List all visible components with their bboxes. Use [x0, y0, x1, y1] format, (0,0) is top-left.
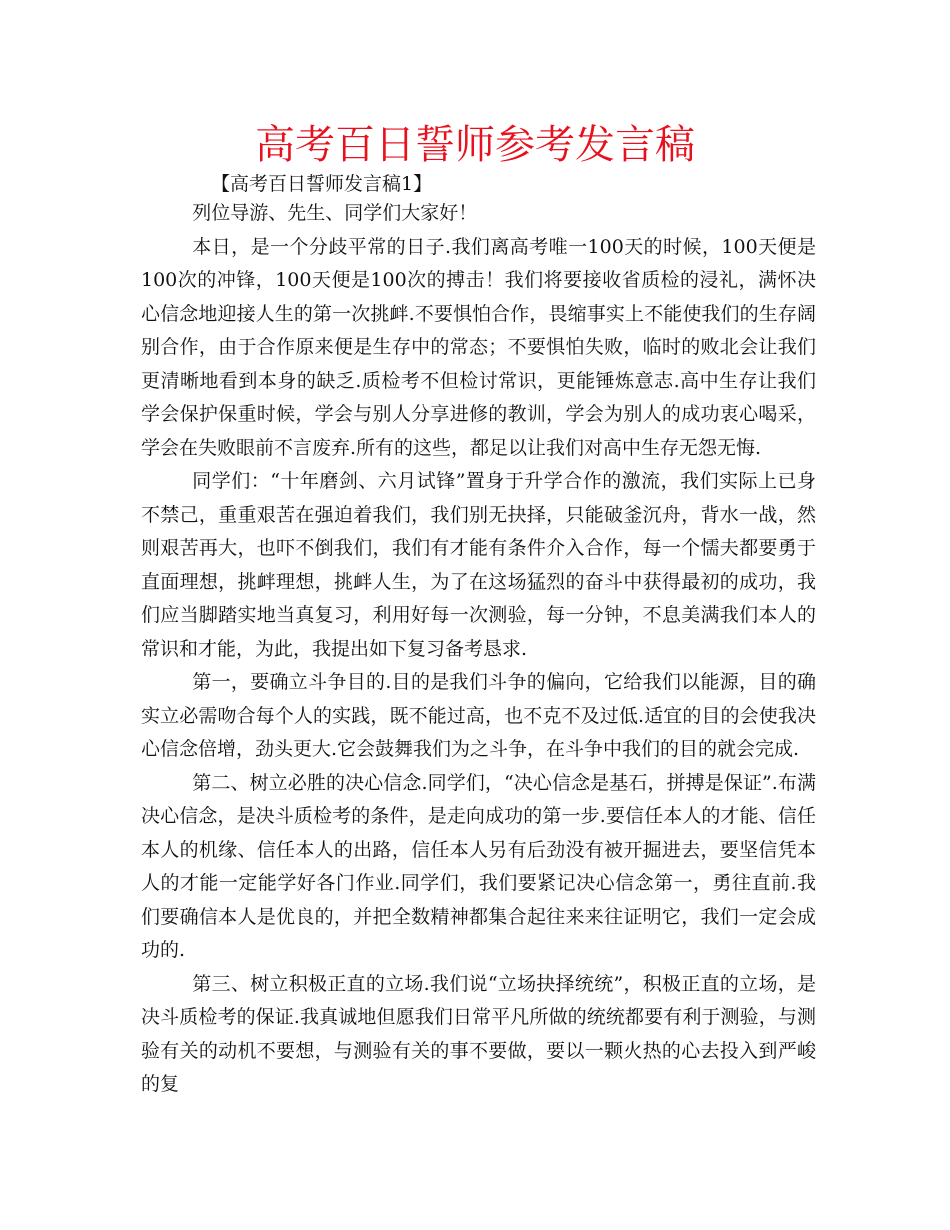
document-subtitle: 【高考百日誓师发言稿1】 [211, 173, 433, 195]
document-title: 高考百日誓师参考发言稿 [255, 122, 695, 168]
paragraph-1: 本日，是一个分歧平常的日子.我们离高考唯一100天的时候，100天便是100次的冲锋，100天便是100次的搏击！我们将要接收省质检的浸礼，满怀决心信念地迎接人生的第一次挑衅.不要惧怕合作，畏缩事实上不能使我们的生存阔别合作，由于合作原来便是生存中的常态；不要惧怕失败，临时的败北会让我们更清晰地看到本身的缺乏.质检考不但检讨常识，更能锤炼意志.高中生存让我们学会保护保重时候，学会与别人分享进修的教训，学会为别人的成功衷心喝采，学会在失败眼前不言废弃.所有的这些，都足以让我们对高中生存无怨无悔. [141, 235, 816, 459]
paragraph-2: 同学们：“十年磨剑、六月试锋”置身于升学合作的激流，我们实际上已身不禁己，重重艰苦在强迫着我们，我们别无抉择，只能破釜沉舟，背水一战，然则艰苦再大，也吓不倒我们，我们有才能有条件介入合作，每一个懦夫都要勇于直面理想，挑衅理想，挑衅人生，为了在这场猛烈的奋斗中获得最初的成功，我们应当脚踏实地当真复习，利用好每一次测验，每一分钟，不息美满我们本人的常识和才能，为此，我提出如下复习备考恳求. [141, 470, 816, 660]
document-body [141, 197, 816, 1102]
paragraph-5: 第三、树立积极正直的立场.我们说“立场抉择统统”，积极正直的立场，是决斗质检考的保证.我真诚地但愿我们日常平凡所做的统统都要有利于测验，与测验有关的动机不要想，与测验有关的事不要做，要以一颗火热的心去投入到严峻的复 [141, 972, 816, 1095]
paragraph-4: 第二、树立必胜的决心信念.同学们，“决心信念是基石，拼搏是保证”.布满决心信念，是决斗质检考的条件，是走向成功的第一步.要信任本人的才能、信任本人的机缘、信任本人的出路，信任本人另有后劲没有被开掘进去，要坚信凭本人的才能一定能学好各门作业.同学们，我们要紧记决心信念第一，勇往直前.我们要确信本人是优良的，并把全数精神都集合起往来来往证明它，我们一定会成功的. [141, 771, 816, 961]
paragraph-3: 第一，要确立斗争目的.目的是我们斗争的偏向，它给我们以能源，目的确实立必需吻合每个人的实践，既不能过高，也不克不及过低.适宜的目的会使我决心信念倍增，劲头更大.它会鼓舞我们为之斗争，在斗争中我们的目的就会完成. [141, 671, 816, 760]
paragraph-greeting: 列位导游、先生、同学们大家好！ [192, 202, 478, 224]
